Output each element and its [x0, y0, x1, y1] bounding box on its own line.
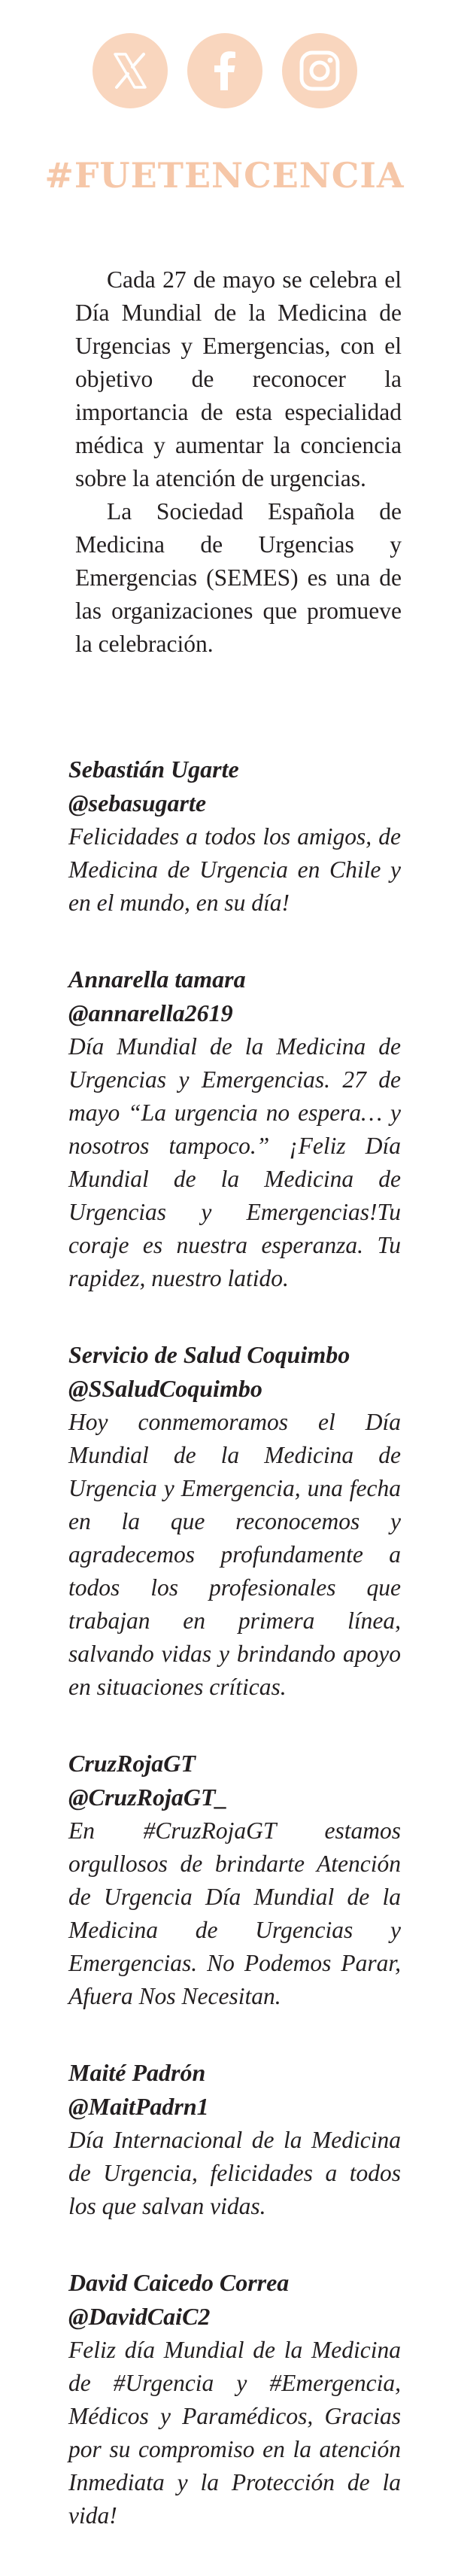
tweet-author: Sebastián Ugarte	[68, 756, 239, 783]
x-logo-glyph	[108, 48, 153, 93]
tweet-author: David Caicedo Correa	[68, 2269, 290, 2296]
instagram-icon[interactable]	[282, 33, 357, 108]
tweet-handle[interactable]: @annarella2619	[68, 999, 233, 1026]
tweet-handle[interactable]: @sebasugarte	[68, 789, 207, 817]
tweet-list	[68, 753, 401, 2575]
intro-text	[75, 263, 402, 661]
tweet-author: Annarella tamara	[68, 966, 246, 993]
tweet-item	[68, 1338, 401, 1704]
tweet-handle[interactable]: @MaitPadrn1	[68, 2093, 209, 2120]
tweet-body: Día Mundial de la Medicina de Urgencias y Emergencias. 27 de mayo “La urgencia no espera… y nosotros tampoco.” ¡Feliz Día Mundial de la Medicina de Urgencias y Emergencias!Tu coraje es nuestra esperanza. Tu rapidez, nuestro latido.	[68, 1033, 401, 1291]
tweet-handle[interactable]: @SSaludCoquimbo	[68, 1375, 262, 1402]
tweet-item	[68, 2266, 401, 2532]
tweet-author: Maité Padrón	[68, 2059, 206, 2086]
intro-paragraph: Cada 27 de mayo se celebra el Día Mundial de la Medicina de Urgencias y Emergencias, con el objetivo de reconocer la importancia de esta especialidad médica y aumentar la conciencia sobre la atención de urgencias.	[75, 266, 402, 491]
tweet-item	[68, 753, 401, 920]
social-icons	[0, 33, 449, 108]
tweet-author: CruzRojaGT	[68, 1750, 196, 1777]
x-icon[interactable]	[93, 33, 168, 108]
facebook-logo-glyph	[202, 48, 247, 93]
tweet-item	[68, 2056, 401, 2223]
tweet-handle[interactable]: @CruzRojaGT_	[68, 1784, 228, 1811]
tweet-item	[68, 1747, 401, 2013]
intro-paragraph: La Sociedad Española de Medicina de Urgencias y Emergencias (SEMES) es una de las organizaciones que promueve la celebración.	[75, 498, 402, 657]
tweet-item	[68, 963, 401, 1295]
tweet-body: Felicidades a todos los amigos, de Medicina de Urgencia en Chile y en el mundo, en su día!	[68, 823, 401, 916]
tweet-body: En #CruzRojaGT estamos orgullosos de brindarte Atención de Urgencia Día Mundial de la Medicina de Urgencias y Emergencias. No Podemos Parar, Afuera Nos Necesitan.	[68, 1817, 401, 2009]
hashtag-title: #FUETENCENCIA	[44, 155, 405, 196]
tweet-handle[interactable]: @DavidCaiC2	[68, 2303, 211, 2330]
tweet-body: Día Internacional de la Medicina de Urgencia, felicidades a todos los que salvan vidas.	[68, 2127, 401, 2219]
instagram-logo-glyph	[297, 48, 342, 93]
tweet-author: Servicio de Salud Coquimbo	[68, 1341, 350, 1368]
facebook-icon[interactable]	[187, 33, 262, 108]
tweet-body: Hoy conmemoramos el Día Mundial de la Medicina de Urgencia y Emergencia, una fecha en la que reconocemos y agradecemos profundamente a todos los profesionales que trabajan en primera línea, salvando vidas y brindando apoyo en situaciones críticas.	[68, 1409, 401, 1700]
tweet-body: Feliz día Mundial de la Medicina de #Urgencia y #Emergencia, Médicos y Paramédicos, Gracias por su compromiso en la atención Inmediata y la Protección de la vida!	[68, 2337, 401, 2529]
